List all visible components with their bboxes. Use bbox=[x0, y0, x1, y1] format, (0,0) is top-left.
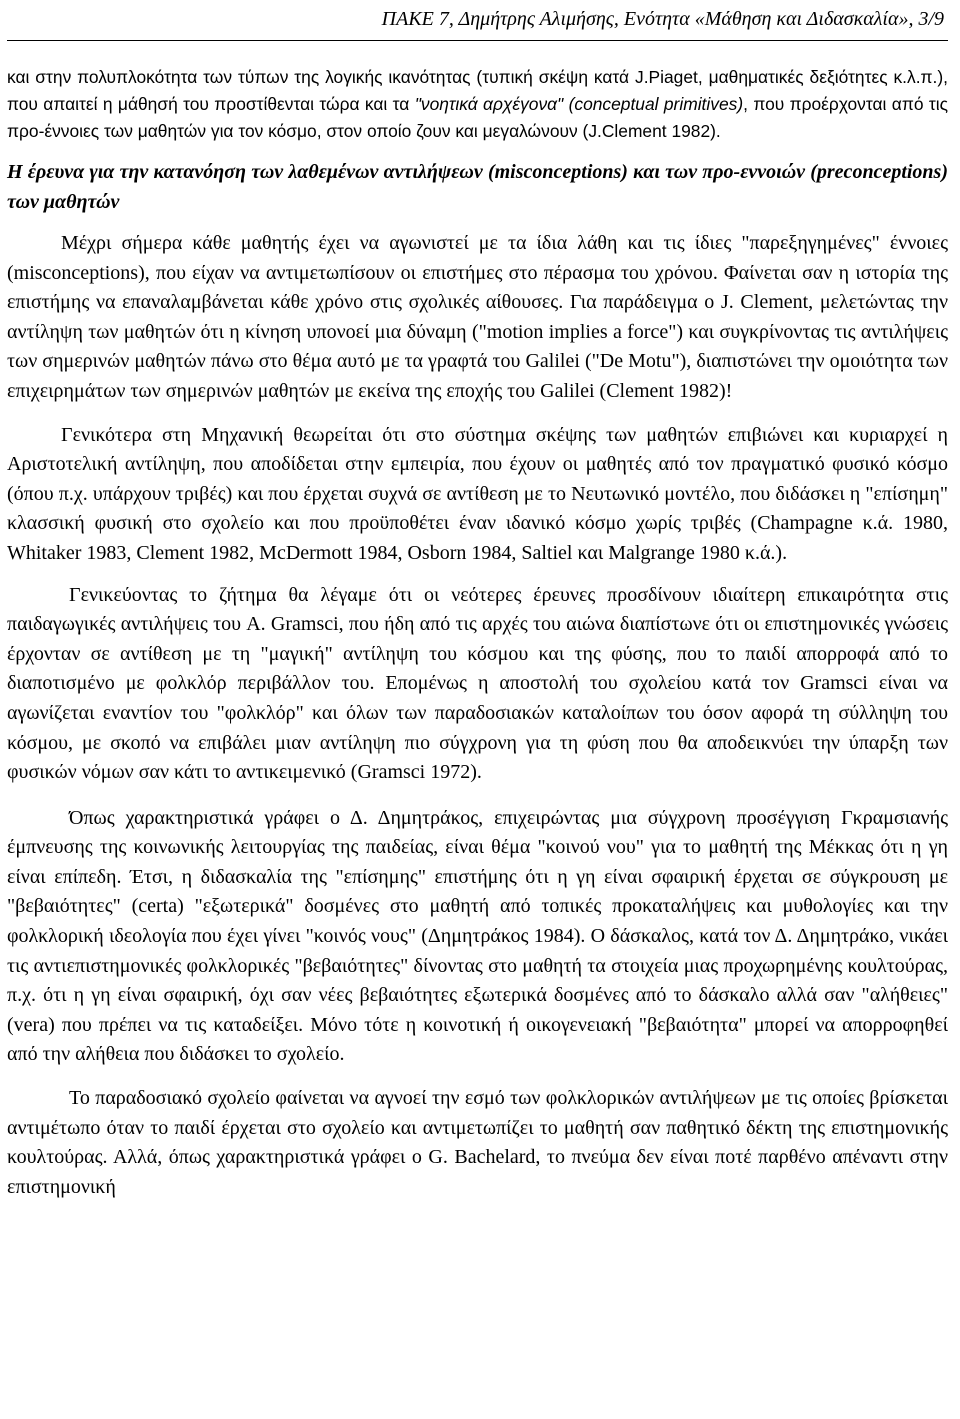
intro-text-2: , που προέρχονται από τις προ-έννοιες των μαθητών για τον κόσμο, στον οποίο ζουν και μεγαλώνουν (J.Clement 1982). bbox=[7, 94, 948, 141]
paragraph-4: Όπως χαρακτηριστικά γράφει ο Δ. Δημητράκος, επιχειρώντας μια σύγχρονη προσέγγιση Γκραμσιανής έμπνευσης της κοινωνικής λειτουργίας της παιδείας, είναι θέμα "κοινού νου" για το μαθητή της Μέκκας ότι η γη είναι επίπεδη. Έτσι, η διδασκαλία της "επίσημης" επιστήμης ότι η γη είναι σφαιρική έρχεται σε σύγκρουση με "βεβαιότητες" (certa) "εξωτερικά" δοσμένες στο μαθητή από τοπικές προκαταλήψεις και μυθολογίες και την φολκλορική ιδεολογία που έχει γίνει "κοινός νους" (Δημητράκος 1984). Ο δάσκαλος, κατά τον Δ. Δημητράκο, νικάει τις αντιεπιστημονικές φολκλορικές "βεβαιότητες" δίνοντας στο μαθητή τα στοιχεία μιας προχωρημένης κουλτούρας, π.χ. ότι η γη είναι σφαιρική, όχι σαν νέες βεβαιότητες εξωτερικά δοσμένες από το δάσκαλο αλλά σαν "αλήθειες" (vera) που πρέπει να τις καταδείξει. Μόνο τότε η κοινοτική ή οικογενειακή "βεβαιότητα" μπορεί να απορροφηθεί από την αλήθεια που διδάσκει το σχολείο. bbox=[7, 806, 948, 1066]
intro-italic-term: "νοητικά αρχέγονα" (conceptual primitives) bbox=[414, 94, 744, 114]
header-rule bbox=[7, 40, 948, 41]
paragraph-3: Γενικεύοντας το ζήτημα θα λέγαμε ότι οι νεότερες έρευνες προσδίνουν ιδιαίτερη επικαιρότητα στις παιδαγωγικές αντιλήψεις του A. Gramsci, που ήδη από τις αρχές του αιώνα διαπίστωνε ότι οι επιστημονικές γνώσεις έρχονταν σε αντίθεση με τη "μαγική" αντίληψη του κόσμου και της φύσης, που το παιδί απορροφά από το διαποτισμένο με φολκλόρ περιβάλλον του. Επομένως η αποστολή του σχολείου κατά τον Gramsci είναι να αγωνίζεται εναντίον του "φολκλόρ" και όλων των παραδοσιακών καταλοίπων του όσον αφορά τη σύλληψη του κόσμου, με σκοπό να επιβάλει μιαν αντίληψη πιο σύγχρονη για τη φύση που θα αποδεικνύει την ύπαρξη των φυσικών νόμων σαν κάτι το αντικειμενικό (Gramsci 1972). bbox=[7, 583, 948, 784]
paragraph-1: Μέχρι σήμερα κάθε μαθητής έχει να αγωνιστεί με τα ίδια λάθη και τις ίδιες "παρεξηγημένες" έννοιες (misconceptions), που είχαν να αντιμετωπίσουν οι επιστήμες στο πέρασμα του χρόνου. Φαίνεται σαν η ιστορία της επιστήμης να επαναλαμβάνεται κάθε χρόνο στις σχολικές αίθουσες. Για παράδειγμα ο J. Clement, μελετώντας την αντίληψη των μαθητών ότι η κίνηση υπονοεί μια δύναμη ("motion implies a force") και συγκρίνοντας τις αντιλήψεις των σημερινών μαθητών πάνω στο θέμα αυτό με τα γραφτά του Galilei ("De Motu"), διαπιστώνει την ομοιότητα των επιχειρημάτων των σημερινών μαθητών με εκείνα της εποχής του Galilei (Clement 1982)! bbox=[7, 232, 948, 402]
paragraph-5: Το παραδοσιακό σχολείο φαίνεται να αγνοεί την εσμό των φολκλορικών αντιλήψεων με τις οποίες βρίσκεται αντιμέτωπο όταν το παιδί έρχεται στο σχολείο και αντιμετωπίζει το μαθητή σαν παθητικό δέκτη της επιστημονικής κουλτούρας. Αλλά, όπως χαρακτηριστικά γράφει ο G. Bachelard, το πνεύμα δεν είναι ποτέ παρθένο απέναντι στην επιστημονική bbox=[7, 1087, 948, 1198]
paragraph-2: Γενικότερα στη Μηχανική θεωρείται ότι στο σύστημα σκέψης των μαθητών επιβιώνει και κυριαρχεί η Αριστοτελική αντίληψη, που αποδίδεται στην εμπειρία, που έχουν οι μαθητές από τον πραγματικό φυσικό κόσμο (όπου π.χ. υπάρχουν τριβές) και που έρχεται συχνά σε αντίθεση με το Νευτωνικό μοντέλο, που διδάσκει η "επίσημη" κλασσική φυσική στο σχολείο και που προϋποθέτει έναν ιδανικό κόσμο χωρίς τριβές (Champagne κ.ά. 1980, Whitaker 1983, Clement 1982, McDermott 1984, Osborn 1984, Saltiel και Malgrange 1980 κ.ά.). bbox=[7, 423, 948, 564]
intro-paragraph bbox=[7, 45, 948, 145]
intro-text-1: και στην πολυπλοκότητα των τύπων της λογικής ικανότητας (τυπική σκέψη κατά J.Piaget, μαθηματικές δεξιότητες κ.λ.π.), που απαιτεί η μάθησή του προστίθενται τώρα και τα bbox=[7, 67, 948, 114]
page-header: ΠΑΚΕ 7, Δημήτρης Αλιμήσης, Ενότητα «Μάθηση και Διδασκαλία», 3/9 bbox=[381, 8, 944, 30]
section-heading: Η έρευνα για την κατανόηση των λαθεμένων αντιλήψεων (misconceptions) και των προ-εννοιών (preconceptions) των μαθητών bbox=[7, 161, 948, 213]
